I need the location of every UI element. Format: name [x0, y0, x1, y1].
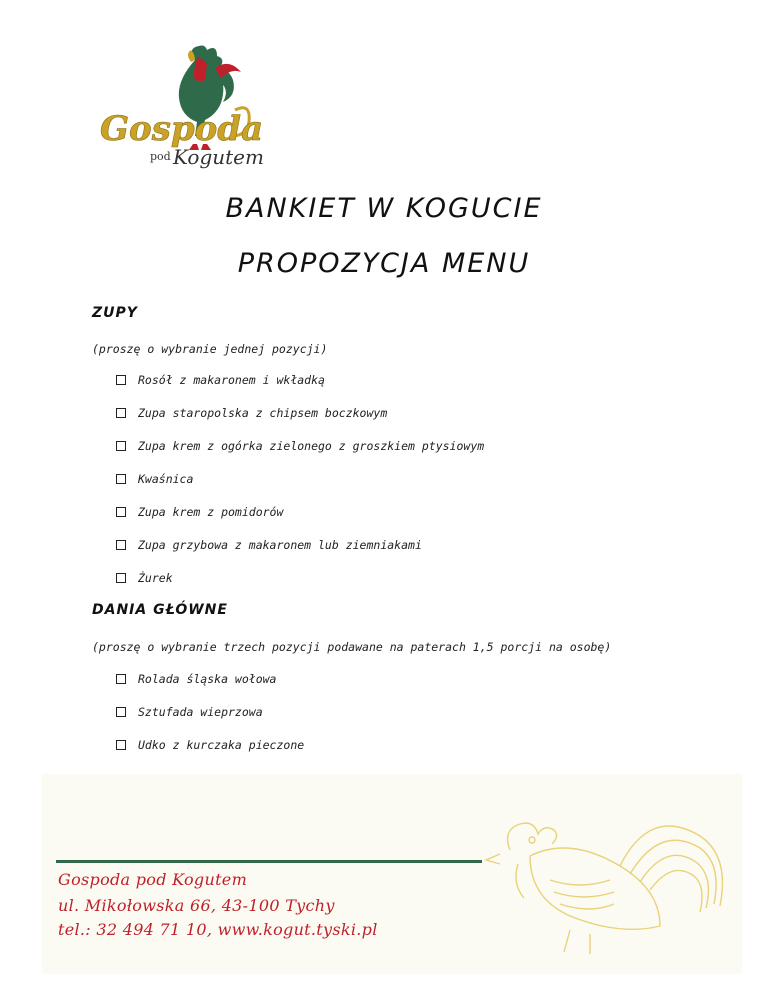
- checkbox-icon: [116, 408, 126, 418]
- checkbox-icon: [116, 540, 126, 550]
- list-item: Kwaśnica: [116, 472, 484, 505]
- list-item: Żurek: [116, 571, 484, 604]
- svg-text:Kogutem: Kogutem: [173, 145, 264, 169]
- checkbox-icon: [116, 740, 126, 750]
- list-item: Zupa krem z ogórka zielonego z groszkiem ptysiowym: [116, 439, 484, 472]
- checkbox-icon: [116, 507, 126, 517]
- list-item: Sztufada wieprzowa: [116, 705, 304, 738]
- mains-heading: DANIA GŁÓWNE: [92, 602, 228, 618]
- list-item: Rosół z makaronem i wkładką: [116, 373, 484, 406]
- mains-list: [116, 672, 304, 771]
- list-item: Zupa grzybowa z makaronem lub ziemniakami: [116, 538, 484, 571]
- checkbox-icon: [116, 674, 126, 684]
- checkbox-icon: [116, 474, 126, 484]
- rooster-logo-icon: [95, 40, 270, 175]
- checkbox-icon: [116, 441, 126, 451]
- logo: [95, 40, 270, 175]
- svg-text:pod: pod: [150, 150, 171, 163]
- soups-heading: ZUPY: [92, 305, 138, 321]
- page-subtitle: PROPOZYCJA MENU: [237, 248, 531, 279]
- soups-note: (proszę o wybranie jednej pozycji): [92, 342, 328, 356]
- checkbox-icon: [116, 707, 126, 717]
- footer-contact: tel.: 32 494 71 10, www.kogut.tyski.pl: [58, 920, 378, 939]
- logo-brand-text: Gospoda: [100, 109, 264, 149]
- footer-address: ul. Mikołowska 66, 43-100 Tychy: [58, 896, 335, 915]
- list-item: Zupa staropolska z chipsem boczkowym: [116, 406, 484, 439]
- list-item: Udko z kurczaka pieczone: [116, 738, 304, 771]
- soups-list: [116, 373, 484, 604]
- list-item: Zupa krem z pomidorów: [116, 505, 484, 538]
- checkbox-icon: [116, 375, 126, 385]
- list-item: Rolada śląska wołowa: [116, 672, 304, 705]
- rooster-sketch-icon: [470, 790, 740, 960]
- footer-name: Gospoda pod Kogutem: [58, 870, 248, 889]
- footer-divider: [56, 860, 482, 863]
- page-title: BANKIET W KOGUCIE: [225, 193, 543, 224]
- mains-note: (proszę o wybranie trzech pozycji podawane na paterach 1,5 porcji na osobę): [92, 640, 612, 654]
- checkbox-icon: [116, 573, 126, 583]
